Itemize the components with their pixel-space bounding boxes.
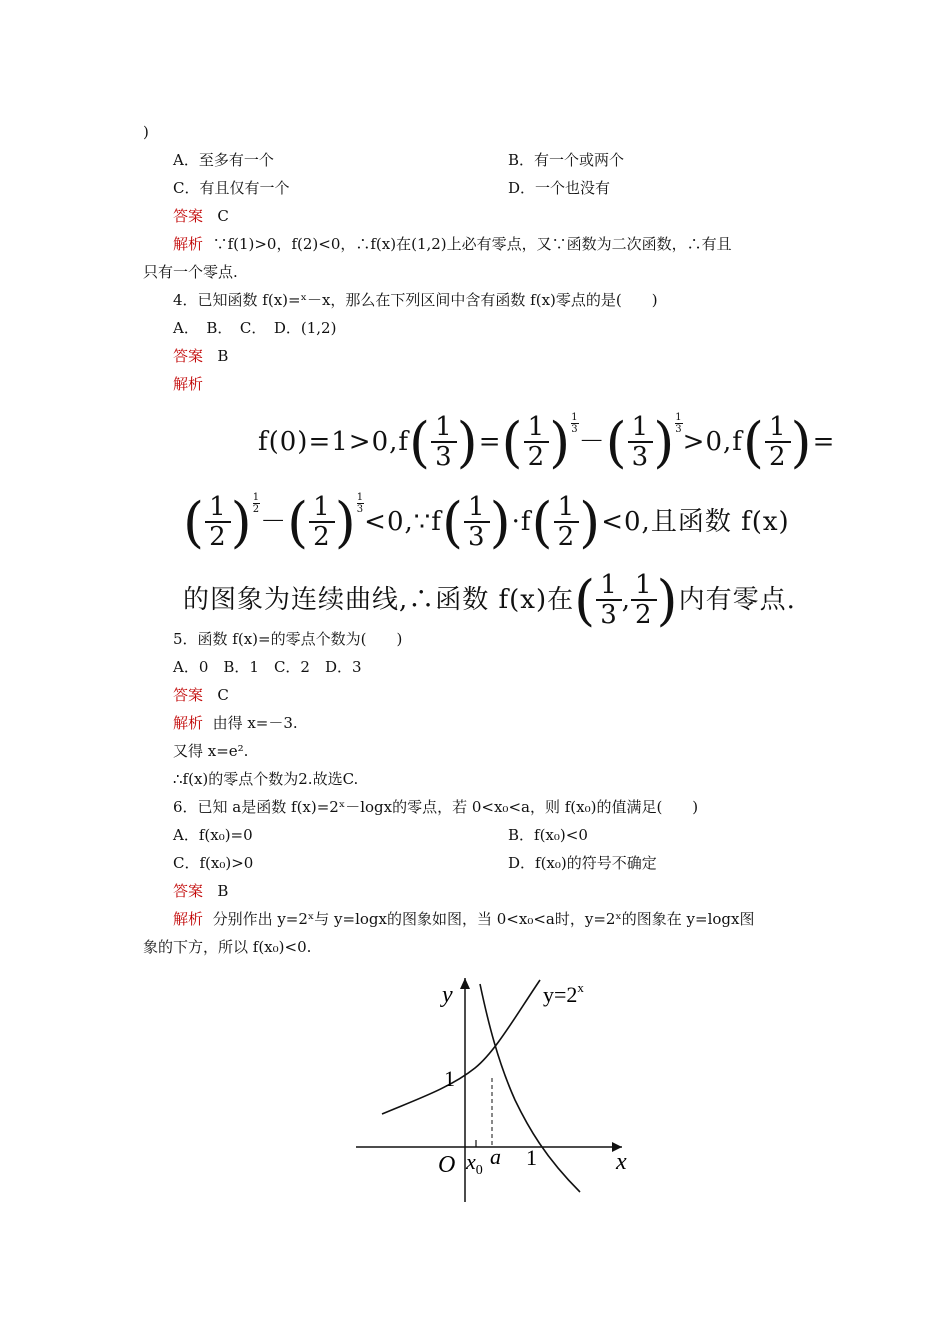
q6-analysis-cont: 象的下方，所以 f(x₀)<0. [143,938,312,956]
answer-label: 答案 [173,686,204,704]
x0-label: $x_0$ [466,1149,483,1178]
q6-analysis-row [173,909,754,929]
answer-value: C [217,207,229,225]
q3-option-c: C．有且仅有一个 [173,179,290,197]
analysis-text: ∵f(1)>0，f(2)<0，∴f(x)在(1,2)上必有零点，又∵函数为二次函数，∴有且 [212,235,732,253]
graph-background [340,962,642,1212]
y-axis-label: y [442,982,453,1008]
analysis-text: 分别作出 y=2ˣ与 y=logx的图象如图，当 0<x₀<a时，y=2ˣ的图象在 y=logx图 [212,910,755,928]
answer-label: 答案 [173,882,204,900]
q5-stem: 5．函数 f(x)=的零点个数为( ) [173,630,403,648]
analysis-text: 由得 x=－3. [212,714,298,732]
q6-answer-row [173,881,228,901]
a-label: a [490,1144,501,1169]
origin-label: O [438,1152,456,1178]
q3-option-a: A．至多有一个 [173,151,274,169]
x-intercept-label: 1 [526,1145,537,1170]
x-axis-label: x [616,1149,627,1175]
q4-options: A． B． C． D．(1,2) [173,319,337,337]
answer-value: B [217,347,229,365]
answer-value: C [217,686,229,704]
q6-option-b: B．f(x₀)<0 [508,826,588,844]
q3-paren-close: ) [143,123,149,141]
q6-option-c: C．f(x₀)>0 [173,854,254,872]
answer-value: B [217,882,229,900]
q4-math-line-1: f(0)=1>0,f( $\frac{1}{3}$ )=( $\frac{1}{2}$ ) $\frac{1}{3}$ －( $\frac{1}{3}$ ) $\frac{1}{3}$ >0,f( $\frac{1}{2}$ )= [258,411,836,474]
answer-label: 答案 [173,207,204,225]
analysis-label: 解析 [173,235,204,253]
q5-analysis-row [173,713,298,733]
answer-label: 答案 [173,347,204,365]
q5-analysis-2: 又得 x=e². [173,742,249,760]
function-graph [340,962,642,1212]
q5-answer-row [173,685,229,705]
q3-option-d: D．一个也没有 [508,179,611,197]
q3-analysis-cont: 只有一个零点. [143,263,238,281]
q5-options: A．0 B．1 C．2 D．3 [173,658,362,676]
q3-analysis-row [173,234,732,254]
q3-option-b: B．有一个或两个 [508,151,625,169]
q4-math-line-3: 的图象为连续曲线,∴函数 f(x)在( $\frac{1}{3}$ , $\frac{1}{2}$ )内有零点. [183,568,796,632]
q4-answer-row [173,346,228,366]
analysis-label: 解析 [173,714,204,732]
analysis-label: 解析 [173,910,204,928]
q6-stem: 6．已知 a是函数 f(x)=2ˣ－logx的零点，若 0<x₀<a，则 f(x₀)的值满足( ) [173,798,699,816]
y-intercept-label: 1 [444,1066,455,1091]
q4-stem: 4．已知函数 f(x)=ˣ－x，那么在下列区间中含有函数 f(x)零点的是( ) [173,291,658,309]
q6-option-a: A．f(x₀)=0 [173,826,253,844]
q6-option-d: D．f(x₀)的符号不确定 [508,854,657,872]
q4-math-line-2: ( $\frac{1}{2}$ ) $\frac{1}{2}$ －( $\frac{1}{2}$ ) $\frac{1}{3}$ <0,∵f( $\frac{1}{3}$ )·f( $\frac{1}{2}$ )<0,且函数 f(x) [183,491,790,554]
q3-answer-row [173,206,229,226]
curve-label: $y=2^x$ [543,980,584,1007]
q5-analysis-3: ∴f(x)的零点个数为2.故选C. [173,770,359,788]
q4-analysis-label: 解析 [173,375,204,393]
